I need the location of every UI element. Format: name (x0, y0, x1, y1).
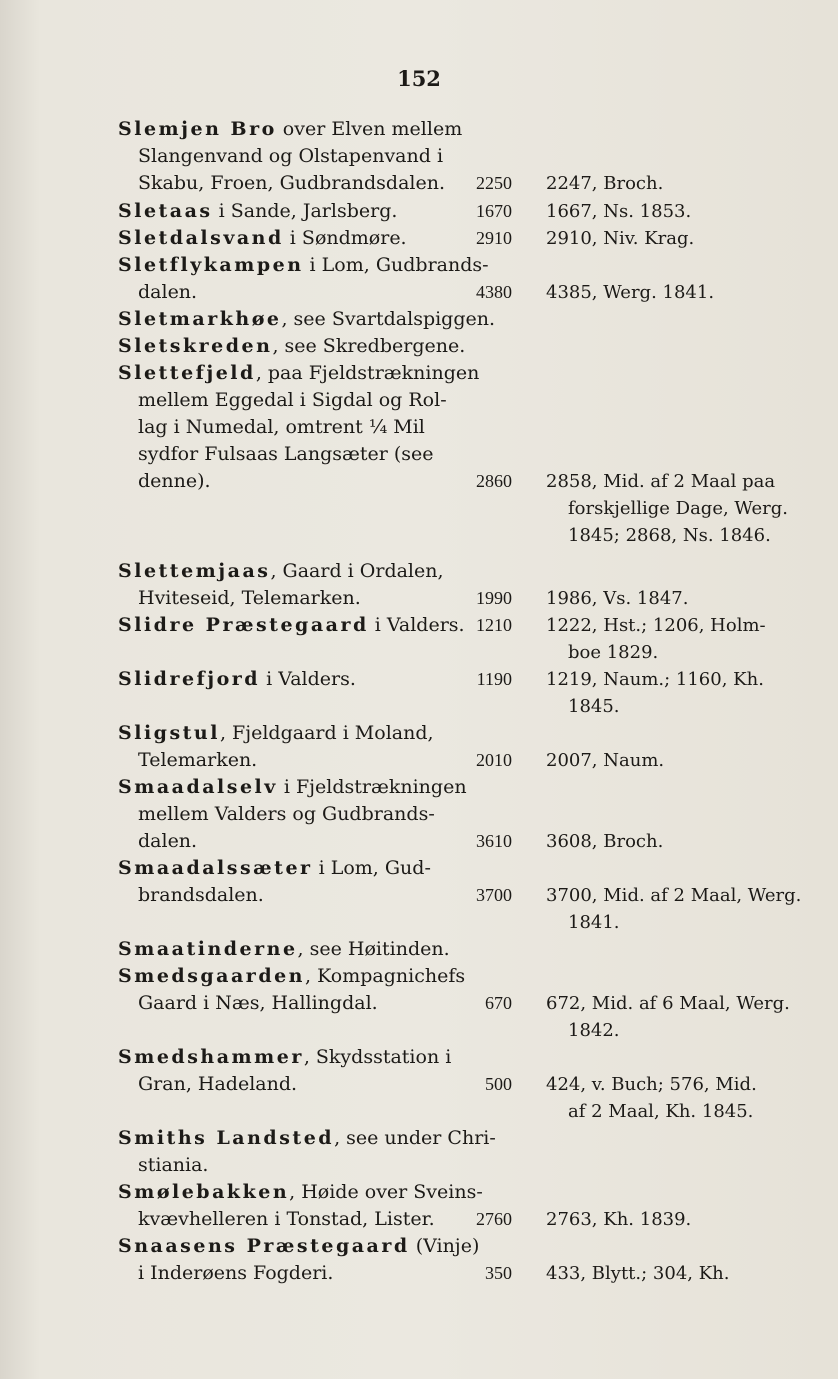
entry-name-line: Telemarken. (138, 749, 258, 771)
measurement-line: boe 1829. (568, 642, 659, 663)
entry-measurement-source (546, 468, 820, 549)
entry-name-line: mellem Eggedal i Sigdal og Rol- (138, 389, 447, 411)
entry-name-line: Sligstul, Fjeldgaard i Moland, (118, 722, 434, 744)
entry-height-value: 4380 (476, 282, 512, 302)
entry-measurement-source (546, 882, 820, 936)
entry-name-line: Smaatinderne, see Høitinden. (118, 938, 450, 960)
entry-place-name (118, 252, 489, 306)
entry-headword: Smedshammer (118, 1046, 304, 1068)
page-number: 152 (397, 66, 441, 91)
entry-name-line: Smedshammer, Skydsstation i (118, 1046, 452, 1068)
entry-height-value: 1670 (476, 201, 512, 221)
entry-name-line: Slemjen Bro over Elven mellem (118, 118, 463, 140)
entry-place-name (118, 936, 448, 963)
measurement-line: 2858, Mid. af 2 Maal paa (546, 471, 776, 492)
entry-headword: Sletmarkhøe (118, 308, 282, 330)
entry-name-line: Slettefjeld, paa Fjeldstrækningen (118, 362, 480, 384)
entry-measurement-source (546, 612, 820, 666)
entry-name-line: dalen. (138, 281, 198, 303)
entry-headword: Sletskreden (118, 335, 273, 357)
entry-measurement-source (546, 1071, 820, 1125)
entry-measurement-source (546, 828, 820, 855)
measurement-line: 2763, Kh. 1839. (546, 1209, 692, 1230)
measurement-line: 1222, Hst.; 1206, Holm- (546, 615, 766, 636)
entry-name-line: Hviteseid, Telemarken. (138, 587, 361, 609)
entry-name-line: stiania. (138, 1154, 209, 1176)
entry-name-line: brandsdalen. (138, 884, 264, 906)
entry-name-line: Snaasens Præstegaard (Vinje) (118, 1235, 480, 1257)
entry-place-name (118, 963, 466, 1017)
measurement-line: 1842. (568, 1020, 620, 1041)
measurement-line: 1845. (568, 696, 620, 717)
entry-place-name (118, 666, 448, 693)
entry-name-line: i Inderøens Fogderi. (138, 1262, 334, 1284)
entry-measurement-source (546, 198, 820, 225)
entry-name-line: Sletaas i Sande, Jarlsberg. (118, 200, 398, 222)
entry-headword: Smedsgaarden (118, 965, 306, 987)
entry-place-name (118, 774, 467, 855)
entry-place-name (118, 720, 448, 774)
entry-place-name (118, 198, 448, 225)
measurement-line: 672, Mid. af 6 Maal, Werg. (546, 993, 790, 1014)
entry-name-line: Slangenvand og Olstapenvand i (138, 145, 444, 167)
entry-name-line: Smiths Landsted, see under Chri- (118, 1127, 496, 1149)
entry-name-line: sydfor Fulsaas Langsæter (see (138, 443, 434, 465)
entry-place-name (118, 612, 465, 639)
entry-place-name (118, 855, 448, 909)
entry-measurement-source (546, 1206, 820, 1233)
entry-headword: Smaadalselv (118, 776, 278, 798)
entry-place-name (118, 1125, 496, 1179)
entry-headword: Slettemjaas (118, 560, 271, 582)
measurement-line: 1841. (568, 912, 620, 933)
entry-measurement-source (546, 666, 820, 720)
measurement-line: af 2 Maal, Kh. 1845. (568, 1101, 754, 1122)
measurement-line: 3700, Mid. af 2 Maal, Werg. (546, 885, 802, 906)
entry-name-line: Slettemjaas, Gaard i Ordalen, (118, 560, 444, 582)
measurement-line: 1667, Ns. 1853. (546, 201, 692, 222)
entry-measurement-source (546, 585, 820, 612)
entry-name-line: Slidre Præstegaard i Valders. (118, 614, 465, 636)
entry-name-line: Sletflykampen i Lom, Gudbrands- (118, 254, 489, 276)
entry-name-line: Skabu, Froen, Gudbrandsdalen. (138, 172, 445, 194)
entry-height-value: 500 (485, 1074, 512, 1094)
entry-place-name (118, 558, 448, 612)
measurement-line: 424, v. Buch; 576, Mid. (546, 1074, 757, 1095)
entry-height-value: 3610 (476, 831, 512, 851)
entry-headword: Sletaas (118, 200, 213, 222)
entry-headword: Sletflykampen (118, 254, 304, 276)
entry-name-line: lag i Numedal, omtrent ¼ Mil (138, 416, 425, 438)
entry-height-value: 2010 (476, 750, 512, 770)
entry-height-value: 1190 (476, 669, 512, 689)
entry-name-line: Smaadalssæter i Lom, Gud- (118, 857, 431, 879)
entry-height-value: 350 (485, 1263, 512, 1283)
entry-headword: Sligstul (118, 722, 220, 744)
measurement-line: forskjellige Dage, Werg. (568, 498, 788, 519)
entry-place-name (118, 1044, 452, 1098)
entry-height-value: 670 (485, 993, 512, 1013)
entry-name-line: Slidrefjord i Valders. (118, 668, 356, 690)
entry-headword: Slettefjeld (118, 362, 256, 384)
entry-place-name (118, 360, 480, 495)
entry-measurement-source (546, 1260, 820, 1287)
entry-height-value: 2760 (476, 1209, 512, 1229)
entry-place-name (118, 333, 466, 360)
entry-headword: Smølebakken (118, 1181, 290, 1203)
measurement-line: 3608, Broch. (546, 831, 664, 852)
entry-name-line: Sletskreden, see Skredbergene. (118, 335, 466, 357)
measurement-line: 1845; 2868, Ns. 1846. (568, 525, 771, 546)
entry-place-name (118, 1233, 480, 1287)
entry-headword: Smaatinderne (118, 938, 298, 960)
measurement-line: 2247, Broch. (546, 173, 664, 194)
entry-measurement-source (546, 990, 820, 1044)
entry-name-line: Smedsgaarden, Kompagnichefs (118, 965, 466, 987)
entry-headword: Sletdalsvand (118, 227, 284, 249)
entry-height-value: 3700 (476, 885, 512, 905)
entry-name-line: Gran, Hadeland. (138, 1073, 298, 1095)
entry-measurement-source (546, 170, 820, 197)
entry-headword: Smaadalssæter (118, 857, 313, 879)
entry-height-value: 1210 (476, 615, 512, 635)
entry-name-line: Gaard i Næs, Hallingdal. (138, 992, 378, 1014)
entry-height-value: 2250 (476, 173, 512, 193)
entry-height-value: 2910 (476, 228, 512, 248)
entry-name-line: kvævhelleren i Tonstad, Lister. (138, 1208, 435, 1230)
entry-headword: Snaasens Præstegaard (118, 1235, 410, 1257)
entry-headword: Slemjen Bro (118, 118, 277, 140)
entry-measurement-source (546, 747, 820, 774)
measurement-line: 2007, Naum. (546, 750, 665, 771)
entry-name-line: Smølebakken, Høide over Sveins- (118, 1181, 483, 1203)
entry-height-value: 1990 (476, 588, 512, 608)
measurement-line: 2910, Niv. Krag. (546, 228, 695, 249)
entry-name-line: Smaadalselv i Fjeldstrækningen (118, 776, 467, 798)
measurement-line: 4385, Werg. 1841. (546, 282, 715, 303)
entry-place-name (118, 306, 496, 333)
entry-place-name (118, 1179, 483, 1233)
entry-height-value: 2860 (476, 471, 512, 491)
entry-place-name (118, 116, 463, 197)
measurement-line: 1986, Vs. 1847. (546, 588, 689, 609)
entry-measurement-source (546, 279, 820, 306)
entry-name-line: dalen. (138, 830, 198, 852)
entry-headword: Smiths Landsted (118, 1127, 335, 1149)
entry-name-line: denne). (138, 470, 211, 492)
measurement-line: 433, Blytt.; 304, Kh. (546, 1263, 730, 1284)
entry-headword: Slidre Præstegaard (118, 614, 369, 636)
entry-name-line: Sletmarkhøe, see Svartdalspiggen. (118, 308, 496, 330)
entry-name-line: mellem Valders og Gudbrands- (138, 803, 435, 825)
entry-measurement-source (546, 225, 820, 252)
entry-place-name (118, 225, 448, 252)
entry-name-line: Sletdalsvand i Søndmøre. (118, 227, 407, 249)
measurement-line: 1219, Naum.; 1160, Kh. (546, 669, 764, 690)
entry-headword: Slidrefjord (118, 668, 261, 690)
